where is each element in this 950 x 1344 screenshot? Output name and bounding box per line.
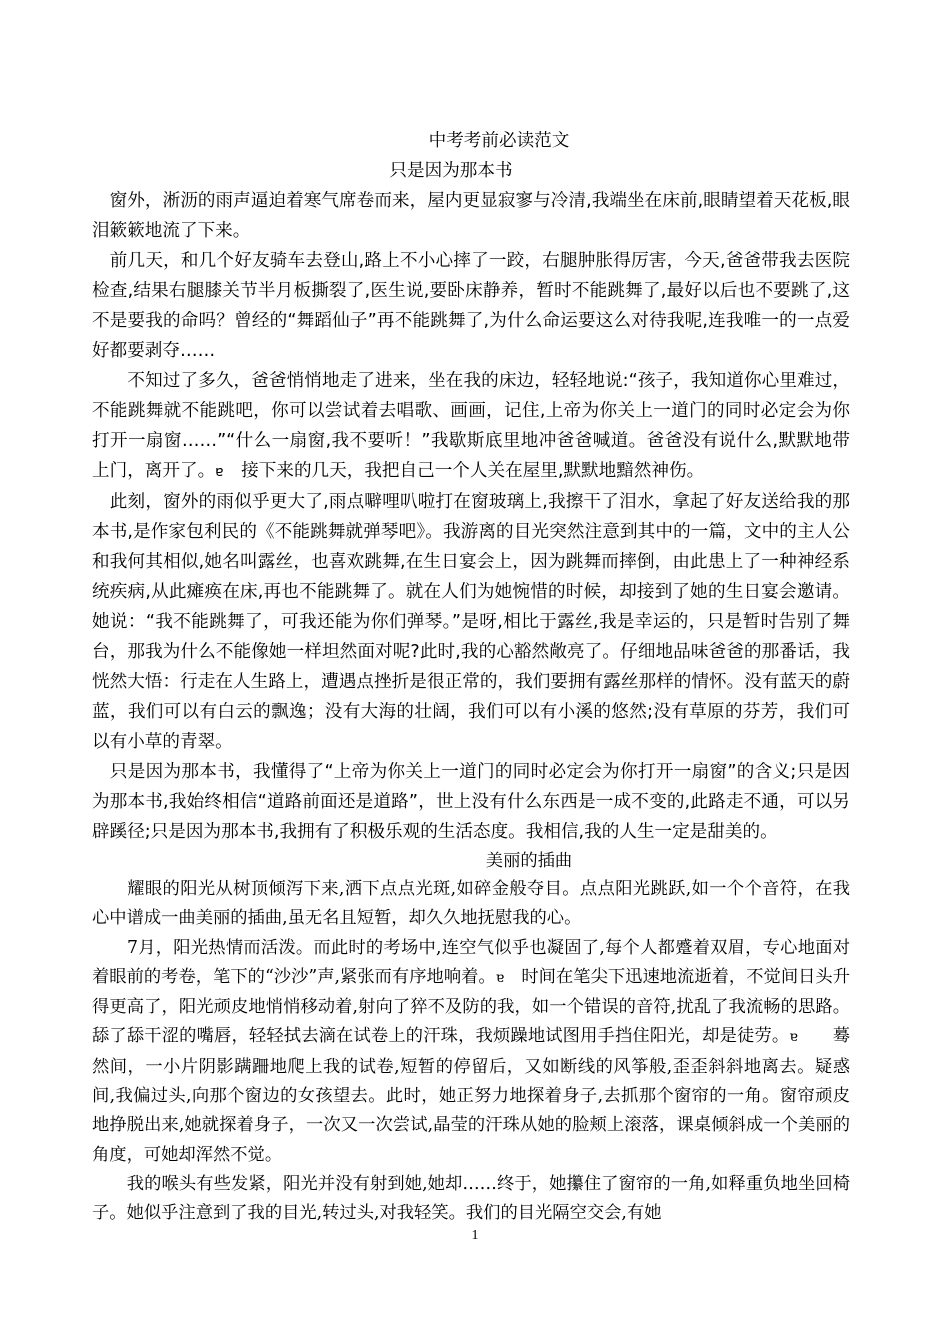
essay2-paragraph-5: 我的喉头有些发紧，阳光并没有射到她,她却……终于，她攥住了窗帘的一角,如释重负地坐回椅子。她似乎注意到了我的目光,转过头,对我轻笑。我们的目光隔空交会,有她 [92, 1173, 850, 1224]
essay2-paragraph-4-text: 蓦然间，一小片阴影蹒跚地爬上我的试卷,短暂的停留后，又如断线的风筝般,歪歪斜斜地离去。疑惑间,我偏过头,向那个窗边的女孩望去。此时，她正努力地探着身子,去抓那个窗帘的一角。窗帘顽皮地挣脱出来,她就探着身子，一次又一次尝试,晶莹的汗珠从她的脸颊上滚落，课桌倾斜成一个美丽的角度，可她却浑然不觉。 [92, 1026, 850, 1165]
essay1-paragraph-5: 此刻，窗外的雨似乎更大了,雨点噼哩叭啦打在窗玻璃上,我擦干了泪水，拿起了好友送给我的那本书,是作家包利民的《不能跳舞就弹琴吧》。我游离的目光突然注意到其中的一篇，文中的主人公和我何其相似,她名叫露丝，也喜欢跳舞,在生日宴会上，因为跳舞而摔倒，由此患上了一种神经系统疾病,从此瘫痪在床,再也不能跳舞了。就在人们为她惋惜的时候，却接到了她的生日宴会邀请。她说：“我不能跳舞了，可我还能为你们弹琴。”是呀,相比于露丝,我是幸运的，只是暂时告别了舞台，那我为什么不能像她一样坦然面对呢?此时,我的心豁然敞亮了。仔细地品味爸爸的那番话，我恍然大悟：行走在人生路上，遭遇点挫折是很正常的，我们要拥有露丝那样的情怀。没有蓝天的蔚蓝，我们可以有白云的飘逸；没有大海的壮阔，我们可以有小溪的悠然;没有草原的芬芳，我们可以有小草的青翠。 [92, 492, 850, 752]
essay1-paragraph-1: 窗外，淅沥的雨声逼迫着寒气席卷而来，屋内更显寂寥与冷清,我端坐在床前,眼睛望着天花板,眼泪簌簌地流了下来。 [92, 191, 850, 241]
essay2-paragraph-2-text: 7月，阳光热情而活泼。而此时的考场中,连空气似乎也凝固了,每个人都蹙着双眉，专心地面对着眼前的考卷，笔下的“沙沙”声,紧张而有序地响着。 [92, 937, 850, 987]
essay2-paragraph-1: 耀眼的阳光从树顶倾泻下来,洒下点点光斑,如碎金般夺目。点点阳光跳跃,如一个个音符，在我心中谱成一曲美丽的插曲,虽无名且短暂，却久久地抚慰我的心。 [92, 879, 850, 929]
page-heading: 中考考前必读范文 [428, 131, 570, 151]
essay2-paragraph-2 [92, 934, 850, 1170]
essay-title-2: 美丽的插曲 [485, 851, 573, 871]
essay2-paragraph-3-text: 时间在笔尖下迅速地流逝着，不觉间日头升得更高了，阳光顽皮地悄悄移动着,射向了猝不及防的我，如一个错误的音符,扰乱了我流畅的思路。舔了舔干涩的嘴唇，轻轻拭去滴在试卷上的汗珠，我烦躁地试图用手挡住阳光，却是徒劳。 [92, 966, 850, 1047]
essay-title-1: 只是因为那本书 [389, 161, 513, 181]
essay1-paragraph-4-text: 接下来的几天，我把自己一个人关在屋里,默默地黯然神伤。 [223, 461, 705, 481]
inline-mark-icon: ɐ [215, 464, 224, 480]
essay1-paragraph-2: 前几天，和几个好友骑车去登山,路上不小心摔了一跤，右腿肿胀得厉害，今天,爸爸带我去医院检查,结果右腿膝关节半月板撕裂了,医生说,要卧床静养，暂时不能跳舞了,最好以后也不要跳了,这不是要我的命吗？曾经的“舞蹈仙子”再不能跳舞了,为什么命运要这么对待我呢,连我唯一的一点爱好都要剥夺…… [92, 251, 850, 361]
essay1-paragraph-3 [92, 366, 850, 487]
inline-mark-icon: ɐ [789, 1029, 798, 1046]
essay1-paragraph-6: 只是因为那本书，我懂得了“上帝为你关上一道门的同时必定会为你打开一扇窗”的含义;只是因为那本书,我始终相信“道路前面还是道路”，世上没有什么东西是一成不变的,此路走不通，可以另辟蹊径;只是因为那本书,我拥有了积极乐观的生活态度。我相信,我的人生一定是甜美的。 [92, 762, 850, 842]
page-content [92, 126, 850, 1229]
inline-mark-icon: ɐ [495, 969, 505, 986]
page-number: 1 [471, 1228, 479, 1243]
essay1-paragraph-3-text: 不知过了多久，爸爸悄悄地走了进来，坐在我的床边，轻轻地说:“孩子，我知道你心里难过，不能跳舞就不能跳吧，你可以尝试着去唱歌、画画，记住,上帝为你关上一道门的同时必定会为你打开一扇窗……”“什么一扇窗,我不要听！”我歇斯底里地冲爸爸喊道。爸爸没有说什么,默默地带上门，离开了。 [92, 371, 850, 481]
